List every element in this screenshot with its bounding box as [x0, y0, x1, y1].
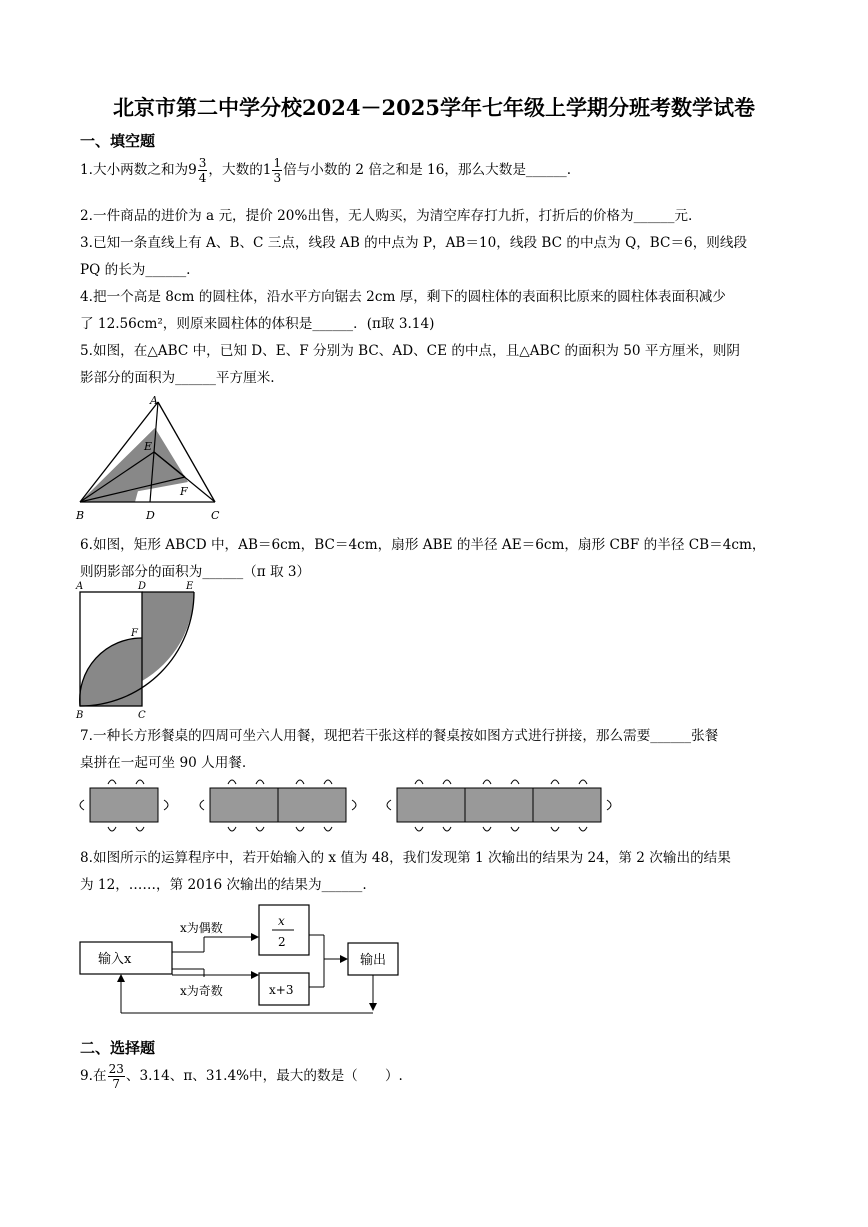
label-f: F	[131, 628, 138, 639]
question-3-line-1: 3.已知一条直线上有 A、B、C 三点，线段 AB 的中点为 P，AB＝10，线段 BC 的中点为 Q，BC＝6，则线段	[80, 235, 748, 251]
label-a: A	[150, 394, 158, 407]
label-b: B	[76, 710, 84, 720]
label-d: D	[138, 581, 147, 592]
q9-numerator: 23	[108, 1062, 124, 1076]
half-numerator: x	[278, 914, 285, 928]
question-8-line-2: 为 12，……，第 2016 次输出的结果为______.	[80, 877, 367, 893]
question-3-line-2: PQ 的长为______.	[80, 262, 191, 278]
q9-text-start: 9.在	[80, 1068, 107, 1084]
question-7-line-2: 桌拼在一起可坐 90 人用餐.	[80, 755, 247, 771]
table-group-3	[387, 780, 611, 831]
q1-text-end: 倍与小数的 2 倍之和是 16，那么大数是______.	[283, 162, 572, 178]
label-e: E	[144, 440, 153, 453]
q1-frac2-numerator: 1	[273, 156, 282, 170]
q9-denominator: 7	[112, 1077, 121, 1091]
label-c: C	[211, 509, 220, 522]
label-c: C	[138, 710, 146, 720]
figure-flowchart	[74, 897, 414, 1027]
plus-three-label: x+3	[269, 983, 294, 997]
q1-frac2-denominator: 3	[273, 171, 282, 185]
section-choice: 二、选择题	[80, 1039, 156, 1057]
q1-fraction-one-third	[272, 156, 282, 185]
q1-frac1-denominator: 4	[198, 171, 207, 185]
q1-fraction-three-quarters	[198, 156, 208, 185]
question-6-line-1: 6.如图，矩形 ABCD 中，AB＝6cm，BC＝4cm，扇形 ABE 的半径 AE＝6cm，扇形 CBF 的半径 CB＝4cm，	[80, 537, 766, 553]
q1-frac1-numerator: 3	[198, 156, 207, 170]
question-6-line-2: 则阴影部分的面积为______（π 取 3）	[80, 564, 311, 580]
even-condition: x为偶数	[180, 921, 223, 935]
input-label: 输入x	[98, 952, 132, 967]
q9-text-end: 、3.14、π、31.4%中，最大的数是（ ）.	[125, 1068, 403, 1084]
q9-fraction-23-7	[108, 1062, 125, 1091]
q1-text-start: 1.大小两数之和为9	[80, 162, 197, 178]
question-7-line-1: 7.一种长方形餐桌的四周可坐六人用餐，现把若干张这样的餐桌按如图方式进行拼接，那么需要______张餐	[80, 728, 719, 744]
half-denominator: 2	[278, 935, 286, 949]
odd-condition: x为奇数	[180, 984, 223, 998]
question-5-line-2: 影部分的面积为______平方厘米.	[80, 370, 275, 386]
question-4-line-2: 了 12.56cm²，则原来圆柱体的体积是______．(π取 3.14)	[80, 316, 435, 332]
question-2: 2.一件商品的进价为 a 元，提价 20%出售，无人购买，为清空库存打九折，打折后的价格为______元.	[80, 208, 693, 224]
question-8-line-1: 8.如图所示的运算程序中，若开始输入的 x 值为 48，我们发现第 1 次输出的结果为 24，第 2 次输出的结果	[80, 850, 731, 866]
figure-triangle-abc	[70, 392, 240, 527]
figure-rectangle-sectors	[72, 580, 207, 720]
section-fill-in: 一、填空题	[80, 132, 156, 150]
label-e: E	[186, 581, 194, 592]
figure-dining-tables	[74, 770, 624, 842]
output-label: 输出	[360, 953, 387, 968]
label-d: D	[146, 509, 155, 522]
question-1	[80, 156, 571, 185]
question-4-line-1: 4.把一个高是 8cm 的圆柱体，沿水平方向锯去 2cm 厚，剩下的圆柱体的表面积比原来的圆柱体表面积减少	[80, 289, 726, 305]
label-f: F	[180, 485, 188, 498]
label-a: A	[76, 581, 84, 592]
label-b: B	[76, 509, 85, 522]
q1-text-mid: ，大数的1	[208, 162, 272, 178]
table-group-1	[80, 780, 168, 831]
question-5-line-1: 5.如图，在△ABC 中，已知 D、E、F 分别为 BC、AD、CE 的中点，且△ABC 的面积为 50 平方厘米，则阴	[80, 343, 741, 359]
question-9	[80, 1062, 403, 1091]
exam-title: 北京市第二中学分校2024－2025学年七年级上学期分班考数学试卷	[113, 95, 755, 120]
table-group-2	[200, 780, 356, 831]
